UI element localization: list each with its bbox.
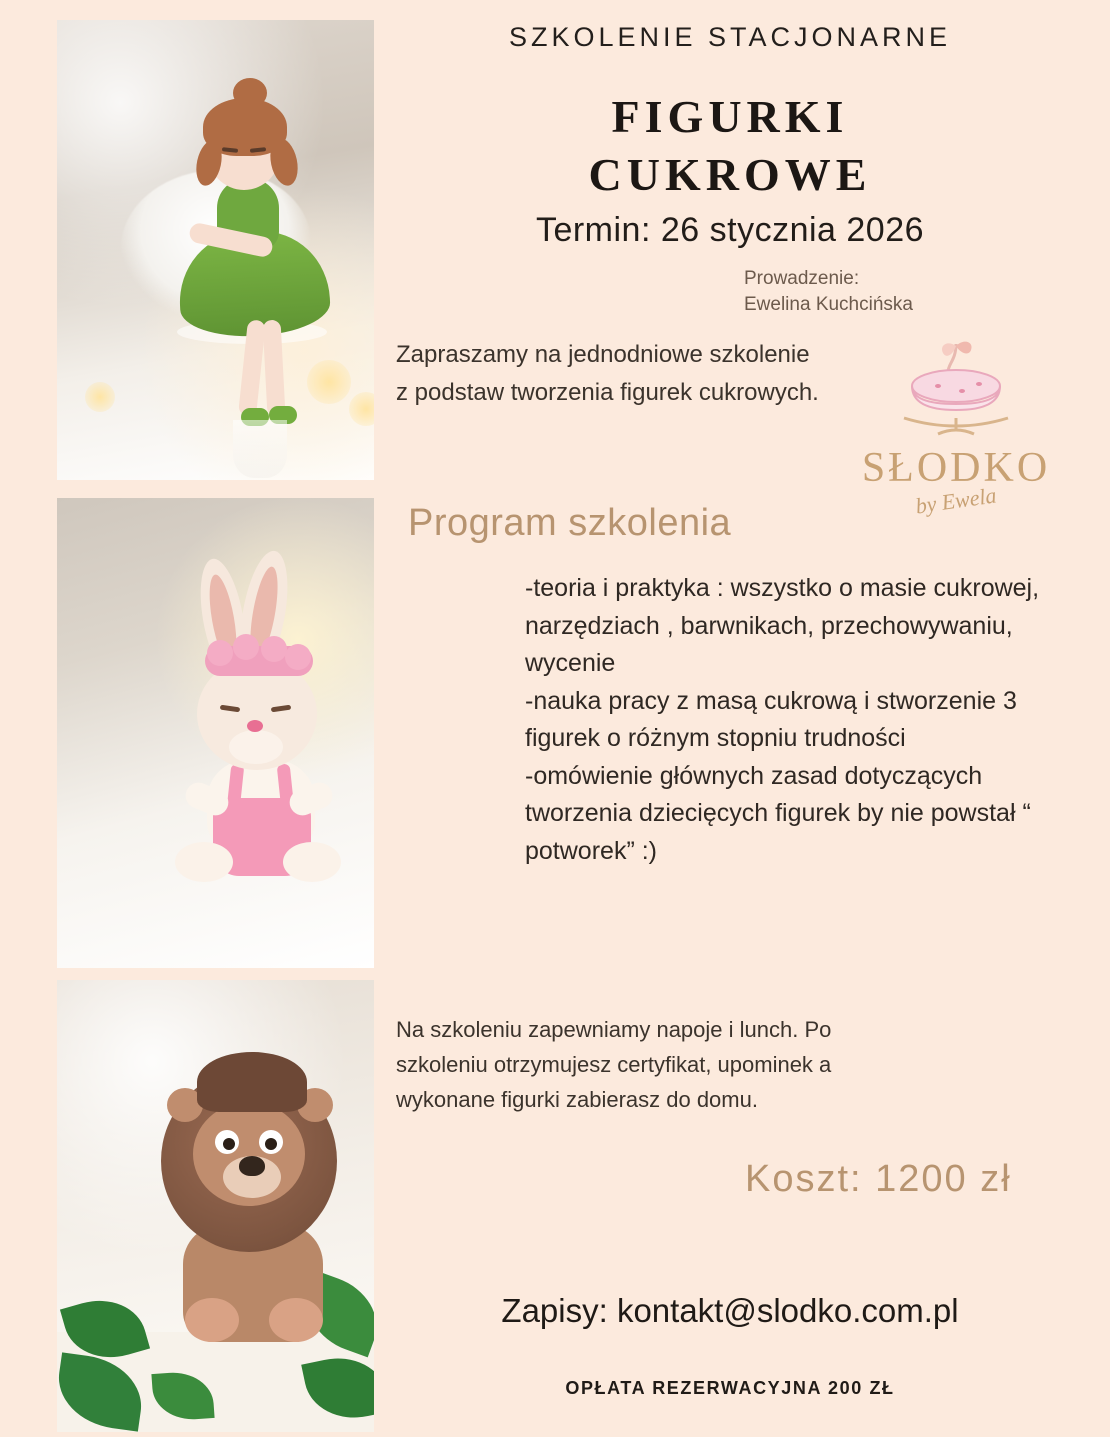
program-item: -nauka pracy z masą cukrową i stworzenie 3 figurek o różnym stopniu trudności (525, 686, 1017, 752)
reservation-fee-note: OPŁATA REZERWACYJNA 200 ZŁ (565, 1378, 895, 1398)
photo-column (57, 20, 374, 1420)
header-kicker-text: SZKOLENIE STACJONARNE (508, 22, 952, 52)
photo-bunny-figurine (57, 498, 374, 968)
event-date: Termin: 26 stycznia 2026 (535, 211, 925, 249)
logo-wordmark: SŁODKO (861, 445, 1051, 491)
title-line-1: FIGURKI (611, 91, 849, 142)
title-line-2: CUKROWE (588, 148, 872, 200)
program-list (525, 570, 1045, 870)
logo-tagline: by Ewela (913, 482, 998, 519)
presenter-label: Prowadzenie: (744, 268, 860, 289)
header-kicker (400, 22, 1060, 53)
brand-logo (838, 330, 1074, 542)
photo-fairy-figurine (57, 20, 374, 480)
intro-text: Zapraszamy na jednodniowe szkolenie z podstaw tworzenia figurek cukrowych. (396, 341, 819, 407)
program-item: -omówienie głównych zasad dotyczących tworzenia dziecięcych figurek by nie powstał “ potworek” :) (525, 761, 1031, 865)
program-item: -teoria i praktyka : wszystko o masie cukrowej, narzędziach , barwnikach, przechowywaniu, wycenie (525, 574, 1040, 677)
photo-lion-figurine (57, 980, 374, 1432)
includes-text: Na szkoleniu zapewniamy napoje i lunch. Po szkoleniu otrzymujesz certyfikat, upominek a wykonane figurki zabierasz do domu. (396, 1017, 832, 1113)
page-title (400, 88, 1060, 250)
cake-stand-icon (838, 330, 1074, 450)
presenter-block (744, 266, 1044, 317)
price-text: Koszt: 1200 zł (745, 1158, 1012, 1200)
presenter-name: Ewelina Kuchcińska (744, 293, 913, 315)
signup-contact[interactable]: Zapisy: kontakt@slodko.com.pl (501, 1292, 959, 1329)
program-heading: Program szkolenia (408, 502, 732, 544)
